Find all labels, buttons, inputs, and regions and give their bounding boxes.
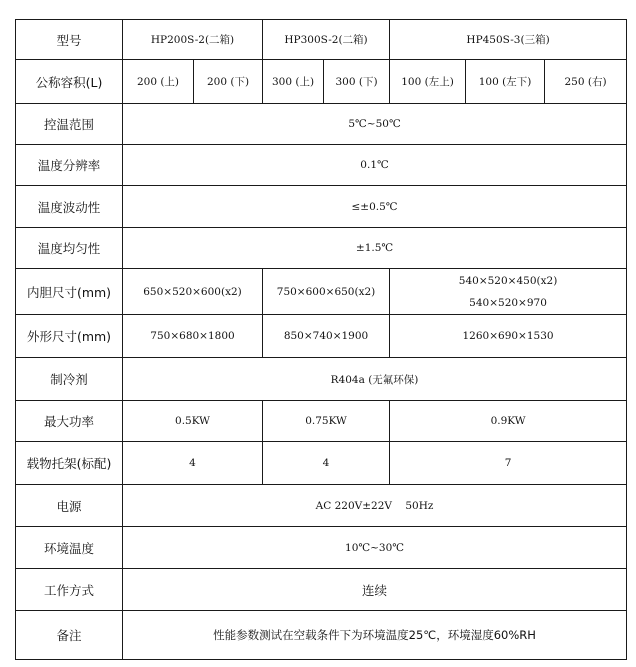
outer-size-hp200s: 750×680×1800: [123, 315, 263, 358]
remarks-value: 性能参数测试在空载条件下为环境温度25℃，环境湿度60%RH: [123, 611, 627, 660]
outer-size-hp300s: 850×740×1900: [263, 315, 390, 358]
ambient-temp-label: 环境温度: [16, 527, 123, 569]
power-supply-label: 电源: [16, 485, 123, 527]
work-mode-row: [16, 569, 627, 611]
shelves-hp200s: 4: [123, 442, 263, 485]
fluctuation-value: ≤±0.5℃: [123, 186, 627, 228]
outer-size-row: [16, 315, 627, 358]
power-supply-row: [16, 485, 627, 527]
volume-value: 300 (上): [263, 60, 324, 104]
model-hp300s-2: HP300S-2(二箱): [263, 20, 390, 60]
uniformity-label: 温度均匀性: [16, 228, 123, 269]
volume-value: 100 (左下): [466, 60, 545, 104]
temp-range-row: [16, 104, 627, 145]
shelves-row: [16, 442, 627, 485]
uniformity-row: [16, 228, 627, 269]
max-power-label: 最大功率: [16, 401, 123, 442]
refrigerant-value: R404a (无氟环保): [123, 358, 627, 401]
volume-value: 250 (右): [545, 60, 627, 104]
shelves-hp450s: 7: [390, 442, 627, 485]
max-power-row: [16, 401, 627, 442]
fluctuation-row: [16, 186, 627, 228]
max-power-hp300s: 0.75KW: [263, 401, 390, 442]
remarks-label: 备注: [16, 611, 123, 660]
fluctuation-label: 温度波动性: [16, 186, 123, 228]
model-hp450s-3: HP450S-3(三箱): [390, 20, 627, 60]
uniformity-value: ±1.5℃: [123, 228, 627, 269]
inner-size-hp450s-line: 540×520×970: [469, 296, 547, 309]
resolution-label: 温度分辨率: [16, 145, 123, 186]
power-supply-value: AC 220V±22V 50Hz: [123, 485, 627, 527]
shelves-hp300s: 4: [263, 442, 390, 485]
model-row: [16, 20, 627, 60]
inner-size-label: 内胆尺寸(mm): [16, 269, 123, 315]
resolution-row: [16, 145, 627, 186]
volume-label: 公称容积(L): [16, 60, 123, 104]
model-hp200s-2: HP200S-2(二箱): [123, 20, 263, 60]
ambient-temp-value: 10℃~30℃: [123, 527, 627, 569]
temp-range-value: 5℃~50℃: [123, 104, 627, 145]
inner-size-row: [16, 269, 627, 315]
volume-value: 100 (左上): [390, 60, 466, 104]
remarks-row: [16, 611, 627, 660]
shelves-label: 载物托架(标配): [16, 442, 123, 485]
max-power-hp450s: 0.9KW: [390, 401, 627, 442]
refrigerant-row: [16, 358, 627, 401]
inner-size-hp450s: [390, 269, 627, 315]
volume-value: 200 (上): [123, 60, 194, 104]
volume-row: [16, 60, 627, 104]
volume-value: 300 (下): [324, 60, 390, 104]
max-power-hp200s: 0.5KW: [123, 401, 263, 442]
spec-table: [15, 19, 627, 660]
model-label: 型号: [16, 20, 123, 60]
ambient-temp-row: [16, 527, 627, 569]
temp-range-label: 控温范围: [16, 104, 123, 145]
work-mode-value: 连续: [123, 569, 627, 611]
inner-size-hp300s: 750×600×650(x2): [263, 269, 390, 315]
outer-size-label: 外形尺寸(mm): [16, 315, 123, 358]
resolution-value: 0.1℃: [123, 145, 627, 186]
work-mode-label: 工作方式: [16, 569, 123, 611]
outer-size-hp450s: 1260×690×1530: [390, 315, 627, 358]
volume-value: 200 (下): [194, 60, 263, 104]
inner-size-hp200s: 650×520×600(x2): [123, 269, 263, 315]
refrigerant-label: 制冷剂: [16, 358, 123, 401]
inner-size-hp450s-line: 540×520×450(x2): [458, 274, 558, 287]
